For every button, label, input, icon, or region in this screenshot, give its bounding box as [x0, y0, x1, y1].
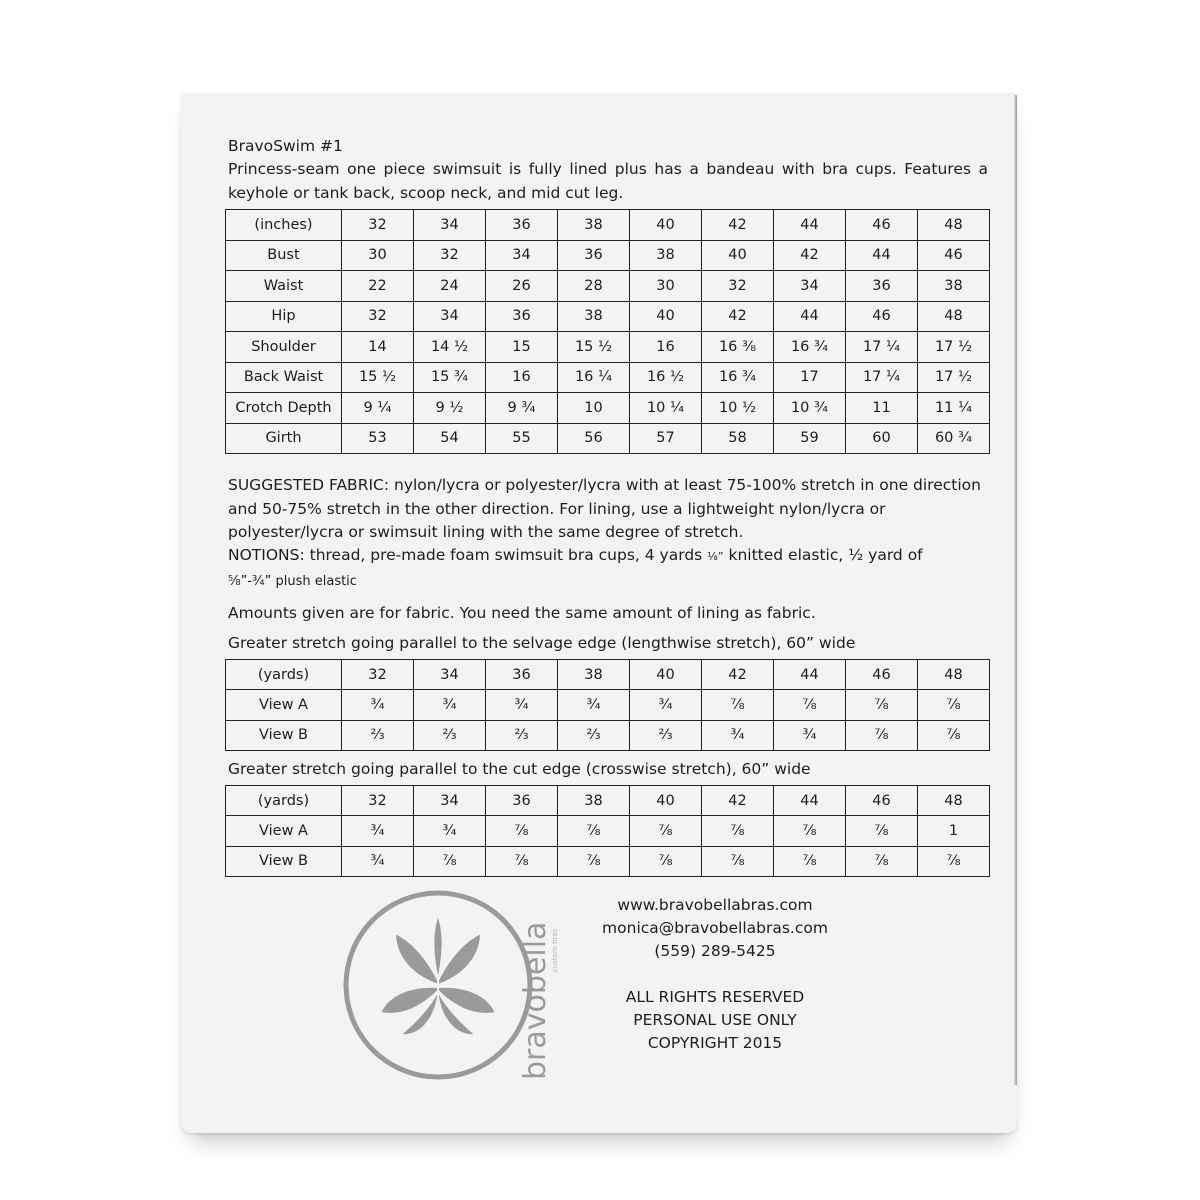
- table-cell: ⅞: [846, 846, 918, 876]
- unit-label: (yards): [226, 786, 342, 816]
- table-cell: 38: [918, 271, 990, 302]
- row-label: Girth: [226, 423, 342, 454]
- lengthwise-heading: Greater stretch going parallel to the selvage edge (lengthwise stretch), 60” wide: [228, 634, 856, 652]
- size-header: 32: [342, 660, 414, 690]
- table-cell: ⅞: [414, 846, 486, 876]
- logo-wordmark-text: bravobella: [518, 921, 553, 1080]
- measurement-row: [226, 362, 990, 393]
- measurement-row: [226, 423, 990, 454]
- table-cell: 30: [630, 271, 702, 302]
- table-cell: 42: [774, 240, 846, 271]
- page-edge: [1014, 95, 1017, 1085]
- notions-line2: ⅝”-¾” plush elastic: [228, 573, 357, 589]
- table-cell: 16: [630, 332, 702, 363]
- table-cell: ⅞: [774, 816, 846, 846]
- measurement-row: [226, 301, 990, 332]
- table-cell: 16 ¾: [774, 332, 846, 363]
- row-label: Back Waist: [226, 362, 342, 393]
- email-link[interactable]: monica@bravobellabras.com: [602, 919, 828, 937]
- size-header: 34: [414, 786, 486, 816]
- table-cell: 10 ½: [702, 393, 774, 424]
- table-cell: 32: [702, 271, 774, 302]
- table-cell: 40: [630, 301, 702, 332]
- size-header: 44: [774, 210, 846, 241]
- table-cell: 38: [558, 301, 630, 332]
- table-cell: ⅞: [702, 846, 774, 876]
- phone-number: (559) 289-5425: [654, 942, 776, 960]
- table-cell: 17 ¼: [846, 332, 918, 363]
- table-cell: 42: [702, 301, 774, 332]
- table-cell: 46: [846, 301, 918, 332]
- logo-tagline: custom bras: [551, 928, 559, 972]
- logo-wordmark: [518, 922, 559, 1080]
- table-cell: 46: [918, 240, 990, 271]
- table-cell: 36: [558, 240, 630, 271]
- table-cell: ¾: [342, 816, 414, 846]
- size-header: 36: [486, 660, 558, 690]
- unit-label: (inches): [226, 210, 342, 241]
- table-cell: 9 ½: [414, 393, 486, 424]
- table-cell: 24: [414, 271, 486, 302]
- table-cell: ¾: [630, 690, 702, 720]
- table-cell: ¾: [414, 690, 486, 720]
- measurement-row: [226, 393, 990, 424]
- table-cell: ¾: [486, 690, 558, 720]
- table-cell: 55: [486, 423, 558, 454]
- row-label: Waist: [226, 271, 342, 302]
- table-cell: 48: [918, 301, 990, 332]
- table-cell: 34: [414, 301, 486, 332]
- table-cell: 36: [486, 301, 558, 332]
- rights-line: ALL RIGHTS RESERVED: [625, 988, 805, 1006]
- table-cell: ⅞: [630, 846, 702, 876]
- table-cell: ⅞: [918, 846, 990, 876]
- table-cell: 14: [342, 332, 414, 363]
- table-cell: 54: [414, 423, 486, 454]
- size-header: 42: [702, 660, 774, 690]
- crosswise-header-row: [226, 786, 990, 816]
- table-cell: ⅞: [486, 816, 558, 846]
- table-cell: 34: [774, 271, 846, 302]
- table-cell: 10 ¾: [774, 393, 846, 424]
- crosswise-yardage-table: [225, 785, 990, 877]
- table-cell: 14 ½: [414, 332, 486, 363]
- table-cell: 11: [846, 393, 918, 424]
- table-cell: ⅞: [558, 816, 630, 846]
- size-header: 40: [630, 786, 702, 816]
- lengthwise-row: [226, 720, 990, 750]
- row-label: View A: [226, 690, 342, 720]
- contact-block: [590, 894, 840, 963]
- notions-fraction: ⅛”: [707, 550, 724, 563]
- table-cell: 16 ¾: [702, 362, 774, 393]
- size-header: 38: [558, 660, 630, 690]
- size-header: 46: [846, 660, 918, 690]
- size-header: 38: [558, 786, 630, 816]
- table-cell: ⅔: [486, 720, 558, 750]
- table-cell: 32: [342, 301, 414, 332]
- table-cell: 17 ½: [918, 332, 990, 363]
- measurement-row: [226, 240, 990, 271]
- table-cell: ⅞: [702, 690, 774, 720]
- table-cell: ⅔: [558, 720, 630, 750]
- table-cell: 30: [342, 240, 414, 271]
- table-cell: 44: [846, 240, 918, 271]
- amounts-note: Amounts given are for fabric. You need the same amount of lining as fabric.: [228, 604, 816, 622]
- table-cell: 10 ¼: [630, 393, 702, 424]
- table-cell: 15 ½: [342, 362, 414, 393]
- table-cell: 60 ¾: [918, 423, 990, 454]
- table-cell: ⅔: [342, 720, 414, 750]
- size-header: 42: [702, 210, 774, 241]
- table-cell: ¾: [558, 690, 630, 720]
- row-label: Crotch Depth: [226, 393, 342, 424]
- size-header: 32: [342, 210, 414, 241]
- table-cell: 15: [486, 332, 558, 363]
- size-header: 48: [918, 660, 990, 690]
- crosswise-row: [226, 846, 990, 876]
- measurement-header-row: [226, 210, 990, 241]
- table-cell: ⅞: [846, 690, 918, 720]
- table-cell: 22: [342, 271, 414, 302]
- size-header: 34: [414, 660, 486, 690]
- table-cell: ¾: [414, 816, 486, 846]
- row-label: Hip: [226, 301, 342, 332]
- table-cell: 16 ½: [630, 362, 702, 393]
- lengthwise-row: [226, 690, 990, 720]
- table-cell: ⅞: [702, 816, 774, 846]
- table-cell: 38: [630, 240, 702, 271]
- table-cell: ⅞: [846, 720, 918, 750]
- table-cell: ⅞: [774, 846, 846, 876]
- lengthwise-header-row: [226, 660, 990, 690]
- table-cell: ⅞: [774, 690, 846, 720]
- bravobella-logo: [340, 885, 570, 1085]
- row-label: View B: [226, 720, 342, 750]
- suggested-fabric: SUGGESTED FABRIC: nylon/lycra or polyester/lycra with at least 75-100% stretch in one direction and 50-75% stretch in the other direction. For lining, use a lightweight nylon/lycra or polyester/lycra or swimsuit lining with the same degree of stretch.: [228, 476, 981, 541]
- table-cell: 17: [774, 362, 846, 393]
- table-cell: ⅔: [630, 720, 702, 750]
- table-cell: 32: [414, 240, 486, 271]
- table-cell: 53: [342, 423, 414, 454]
- table-cell: 16 ¼: [558, 362, 630, 393]
- size-header: 44: [774, 660, 846, 690]
- table-cell: 34: [486, 240, 558, 271]
- table-cell: 26: [486, 271, 558, 302]
- table-cell: ⅞: [918, 690, 990, 720]
- size-header: 40: [630, 210, 702, 241]
- size-header: 48: [918, 210, 990, 241]
- unit-label: (yards): [226, 660, 342, 690]
- table-cell: 44: [774, 301, 846, 332]
- table-cell: ⅞: [630, 816, 702, 846]
- pattern-description: Princess-seam one piece swimsuit is fully lined plus has a bandeau with bra cups. Features a keyhole or tank back, scoop neck, and mid cut leg.: [228, 160, 988, 202]
- table-cell: 58: [702, 423, 774, 454]
- table-cell: 15 ¾: [414, 362, 486, 393]
- table-cell: ⅞: [918, 720, 990, 750]
- size-header: 32: [342, 786, 414, 816]
- size-header: 36: [486, 210, 558, 241]
- row-label: Bust: [226, 240, 342, 271]
- butterfly-icon: [380, 915, 496, 1035]
- table-cell: 17 ½: [918, 362, 990, 393]
- row-label: View A: [226, 816, 342, 846]
- table-cell: ⅞: [486, 846, 558, 876]
- table-cell: ¾: [342, 846, 414, 876]
- table-cell: ⅞: [558, 846, 630, 876]
- size-header: 46: [846, 786, 918, 816]
- row-label: Shoulder: [226, 332, 342, 363]
- table-cell: 10: [558, 393, 630, 424]
- notions: [228, 544, 988, 592]
- table-cell: 17 ¼: [846, 362, 918, 393]
- size-header: 38: [558, 210, 630, 241]
- table-cell: ⅔: [414, 720, 486, 750]
- table-cell: ¾: [774, 720, 846, 750]
- table-cell: 40: [702, 240, 774, 271]
- table-cell: 1: [918, 816, 990, 846]
- crosswise-heading: Greater stretch going parallel to the cut edge (crosswise stretch), 60” wide: [228, 760, 811, 778]
- table-cell: ¾: [702, 720, 774, 750]
- table-cell: 59: [774, 423, 846, 454]
- rights-line: PERSONAL USE ONLY: [633, 1011, 797, 1029]
- table-cell: 11 ¼: [918, 393, 990, 424]
- table-cell: 57: [630, 423, 702, 454]
- measurement-table: [225, 209, 990, 454]
- lengthwise-yardage-table: [225, 659, 990, 751]
- table-cell: ⅞: [846, 816, 918, 846]
- size-header: 48: [918, 786, 990, 816]
- rights-block: [590, 986, 840, 1055]
- notions-text-end: knitted elastic, ½ yard of: [723, 546, 923, 564]
- row-label: View B: [226, 846, 342, 876]
- table-cell: 60: [846, 423, 918, 454]
- copyright-line: COPYRIGHT 2015: [647, 1034, 783, 1052]
- size-header: 34: [414, 210, 486, 241]
- size-header: 42: [702, 786, 774, 816]
- size-header: 46: [846, 210, 918, 241]
- table-cell: 15 ½: [558, 332, 630, 363]
- table-cell: 28: [558, 271, 630, 302]
- website-link[interactable]: www.bravobellabras.com: [617, 896, 813, 914]
- table-cell: 9 ¾: [486, 393, 558, 424]
- table-cell: 9 ¼: [342, 393, 414, 424]
- table-cell: ¾: [342, 690, 414, 720]
- crosswise-row: [226, 816, 990, 846]
- table-cell: 16: [486, 362, 558, 393]
- size-header: 40: [630, 660, 702, 690]
- size-header: 44: [774, 786, 846, 816]
- notions-text: NOTIONS: thread, pre-made foam swimsuit bra cups, 4 yards: [228, 546, 708, 564]
- pattern-title: BravoSwim #1: [228, 137, 343, 155]
- table-cell: 16 ⅜: [702, 332, 774, 363]
- size-header: 36: [486, 786, 558, 816]
- table-cell: 56: [558, 423, 630, 454]
- measurement-row: [226, 271, 990, 302]
- measurement-row: [226, 332, 990, 363]
- table-cell: 36: [846, 271, 918, 302]
